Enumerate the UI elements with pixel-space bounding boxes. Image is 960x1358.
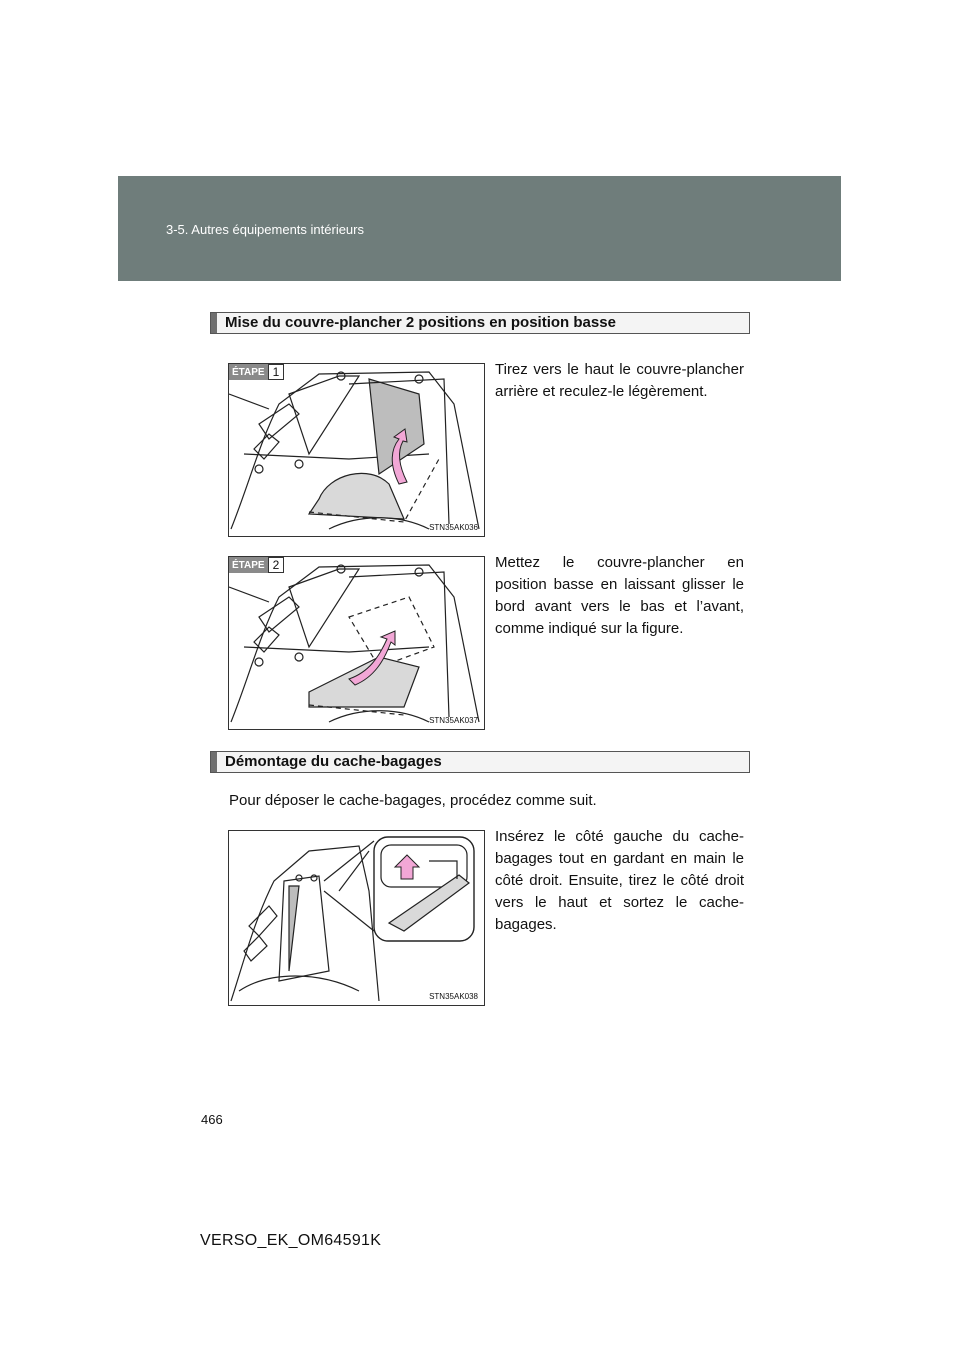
heading-text: Mise du couvre-plancher 2 positions en position basse [225, 314, 616, 331]
removal-text: Insérez le côté gauche du cache-bagages tout en gardant en main le côté droit. Ensuite, tirez le côté droit vers le haut et sortez le cache-bagages. [495, 828, 744, 933]
luggage-area-illustration-1 [229, 364, 484, 536]
figure-tonneau-removal [228, 830, 485, 1006]
section-heading-lower-floor [210, 312, 750, 334]
step-label: ÉTAPE [229, 557, 268, 573]
tonneau-cover-illustration [229, 831, 484, 1005]
heading-text: Démontage du cache-bagages [225, 753, 442, 770]
document-code: VERSO_EK_OM64591K [200, 1232, 382, 1249]
page-number: 466 [201, 1112, 223, 1127]
header-band [118, 176, 841, 281]
luggage-area-illustration-2 [229, 557, 484, 729]
step-number: 1 [268, 364, 285, 380]
figure-code: STN35AK038 [429, 992, 478, 1001]
heading-bar [211, 752, 217, 772]
step-2-text: Mettez le couvre-plancher en position basse en laissant glisser le bord avant vers le bas et l’avant, comme indiqué sur la figure. [495, 554, 744, 637]
figure-step-1 [228, 363, 485, 537]
figure-step-2 [228, 556, 485, 730]
section-title: 3-5. Autres équipements intérieurs [166, 222, 364, 237]
step-number: 2 [268, 557, 285, 573]
figure-code: STN35AK036 [429, 523, 478, 532]
heading-bar [211, 313, 217, 333]
step-1-text: Tirez vers le haut le couvre-plancher arrière et reculez-le légèrement. [495, 361, 744, 400]
intro-text: Pour déposer le cache-bagages, procédez comme suit. [229, 792, 597, 809]
step-badge [229, 364, 284, 380]
step-badge [229, 557, 284, 573]
step-label: ÉTAPE [229, 364, 268, 380]
figure-code: STN35AK037 [429, 716, 478, 725]
section-heading-tonneau-cover [210, 751, 750, 773]
